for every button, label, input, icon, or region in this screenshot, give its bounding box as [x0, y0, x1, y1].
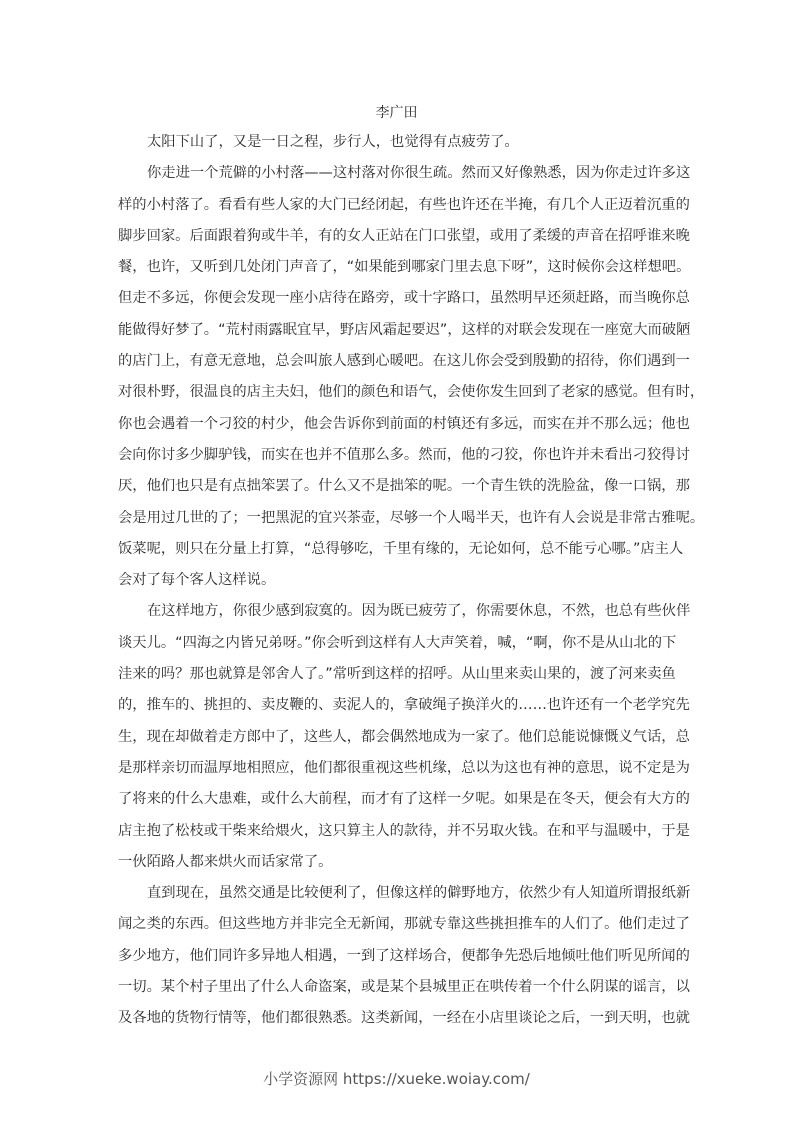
- text-line: 你走进一个荒僻的小村落——这村落对你很生疏。然而又好像熟悉，因为你走过许多这: [147, 165, 691, 182]
- article-body: [118, 131, 705, 1039]
- text-line: 能做得好梦了。“荒村雨露眠宜早，野店风霜起要迟”，这样的对联会发现在一座宽大而破陋: [118, 321, 691, 338]
- paragraph: [118, 882, 691, 1038]
- text-line: 对很朴野，很温良的店主夫妇，他们的颜色和语气，会使你发生回到了老家的感觉。但有时，: [118, 384, 705, 401]
- text-line: 生，现在却做着走方郎中了，这些人，都会偶然地成为一家了。他们总能说慷慨义气话，总: [118, 728, 690, 745]
- text-line: 一切。某个村子里出了什么人命盗案，或是某个县城里正在哄传着一个什么阴谋的谣言，以: [118, 979, 690, 996]
- text-line: 餐，也许，又听到几处闭门声音了，“如果能到哪家门里去息下呀”，这时候你会这样想吧。: [118, 259, 691, 276]
- text-line: 样的小村落了。看看有些人家的大门已经闭起，有些也许还在半掩，有几个人正迈着沉重的: [118, 196, 690, 213]
- text-line: 太阳下山了，又是一日之程，步行人，也觉得有点疲劳了。: [147, 134, 519, 150]
- text-line: 店主抱了松枝或干柴来给煨火，这只算主人的款待，并不另取火钱。在和平与温暖中，于是: [118, 822, 690, 839]
- text-line: 是那样亲切而温厚地相照应，他们都很重视这些机缘，总以为这也有神的意思，说不定是为: [118, 759, 690, 776]
- footer-watermark: 小学资源网 https://xueke.woiay.com/: [263, 1070, 530, 1088]
- text-line: 饭菜呢，则只在分量上打算，“总得够吃，千里有缘的，无论如何，总不能亏心哪。”店主人: [118, 540, 684, 557]
- article-author: 李广田: [375, 105, 418, 121]
- text-line: 一伙陌路人都来烘火而话家常了。: [118, 853, 333, 870]
- text-line: 了将来的什么大患难，或什么大前程，而才有了这样一夕呢。如果是在冬天，便会有大方的: [118, 791, 690, 808]
- text-line: 厌，他们也只是有点拙笨罢了。什么又不是拙笨的呢。一个青生铁的洗脸盆，像一口锅，那: [118, 478, 690, 495]
- text-line: 会对了每个客人这样说。: [118, 572, 276, 589]
- text-line: 洼来的吗？那也就算是邻舍人了。”常听到这样的招呼。从山里来卖山果的，渡了河来卖鱼: [118, 666, 676, 683]
- text-line: 直到现在，虽然交通是比较便利了，但像这样的僻野地方，依然少有人知道所谓报纸新: [147, 885, 691, 902]
- text-line: 及各地的货物行情等，他们都很熟悉。这类新闻，一经在小店里谈论之后，一到天明，也就: [118, 1010, 690, 1027]
- text-line: 的店门上，有意无意地，总会叫旅人感到心暖吧。在这儿你会受到殷勤的招待，你们遇到一: [118, 353, 690, 370]
- paragraph: [118, 131, 673, 162]
- text-line: 你也会遇着一个刁狡的村少，他会告诉你到前面的村镇还有多远，而实在并不那么远；他也: [118, 415, 690, 432]
- text-line: 的，推车的、挑担的、卖皮鞭的、卖泥人的，拿破绳子换洋火的……也许还有一个老学究先: [118, 697, 690, 714]
- text-line: 会是用过几世的了；一把黑泥的宜兴茶壶，尽够一个人喝半天，也许有人会说是非常古雅呢。: [118, 509, 705, 526]
- text-line: 脚步回家。后面跟着狗或牛羊，有的女人正站在门口张望，或用了柔缓的声音在招呼谁来晚: [118, 227, 690, 244]
- text-line: 闻之类的东西。但这些地方并非完全无新闻，那就专靠这些挑担推车的人们了。他们走过了: [118, 916, 690, 933]
- text-line: 多少地方，他们同许多异地人相遇，一到了这样场合，便都争先恐后地倾吐他们听见所闻的: [118, 947, 690, 964]
- text-line: 谈天儿。“四海之内皆兄弟呀。”你会听到这样有人大声笑着，喊，“啊，你不是从山北的下: [118, 634, 677, 651]
- paragraph: [118, 162, 705, 600]
- text-line: 但走不多远，你便会发现一座小店待在路旁，或十字路口，虽然明早还须赶路，而当晚你总: [118, 290, 690, 307]
- text-line: 会向你讨多少脚驴钱，而实在也并不值那么多。然而，他的刁狡，你也许并未看出刁狡得讨: [118, 446, 690, 463]
- paragraph: [118, 600, 691, 882]
- text-line: 在这样地方，你很少感到寂寞的。因为既已疲劳了，你需要休息，不然，也总有些伙伴: [147, 603, 691, 620]
